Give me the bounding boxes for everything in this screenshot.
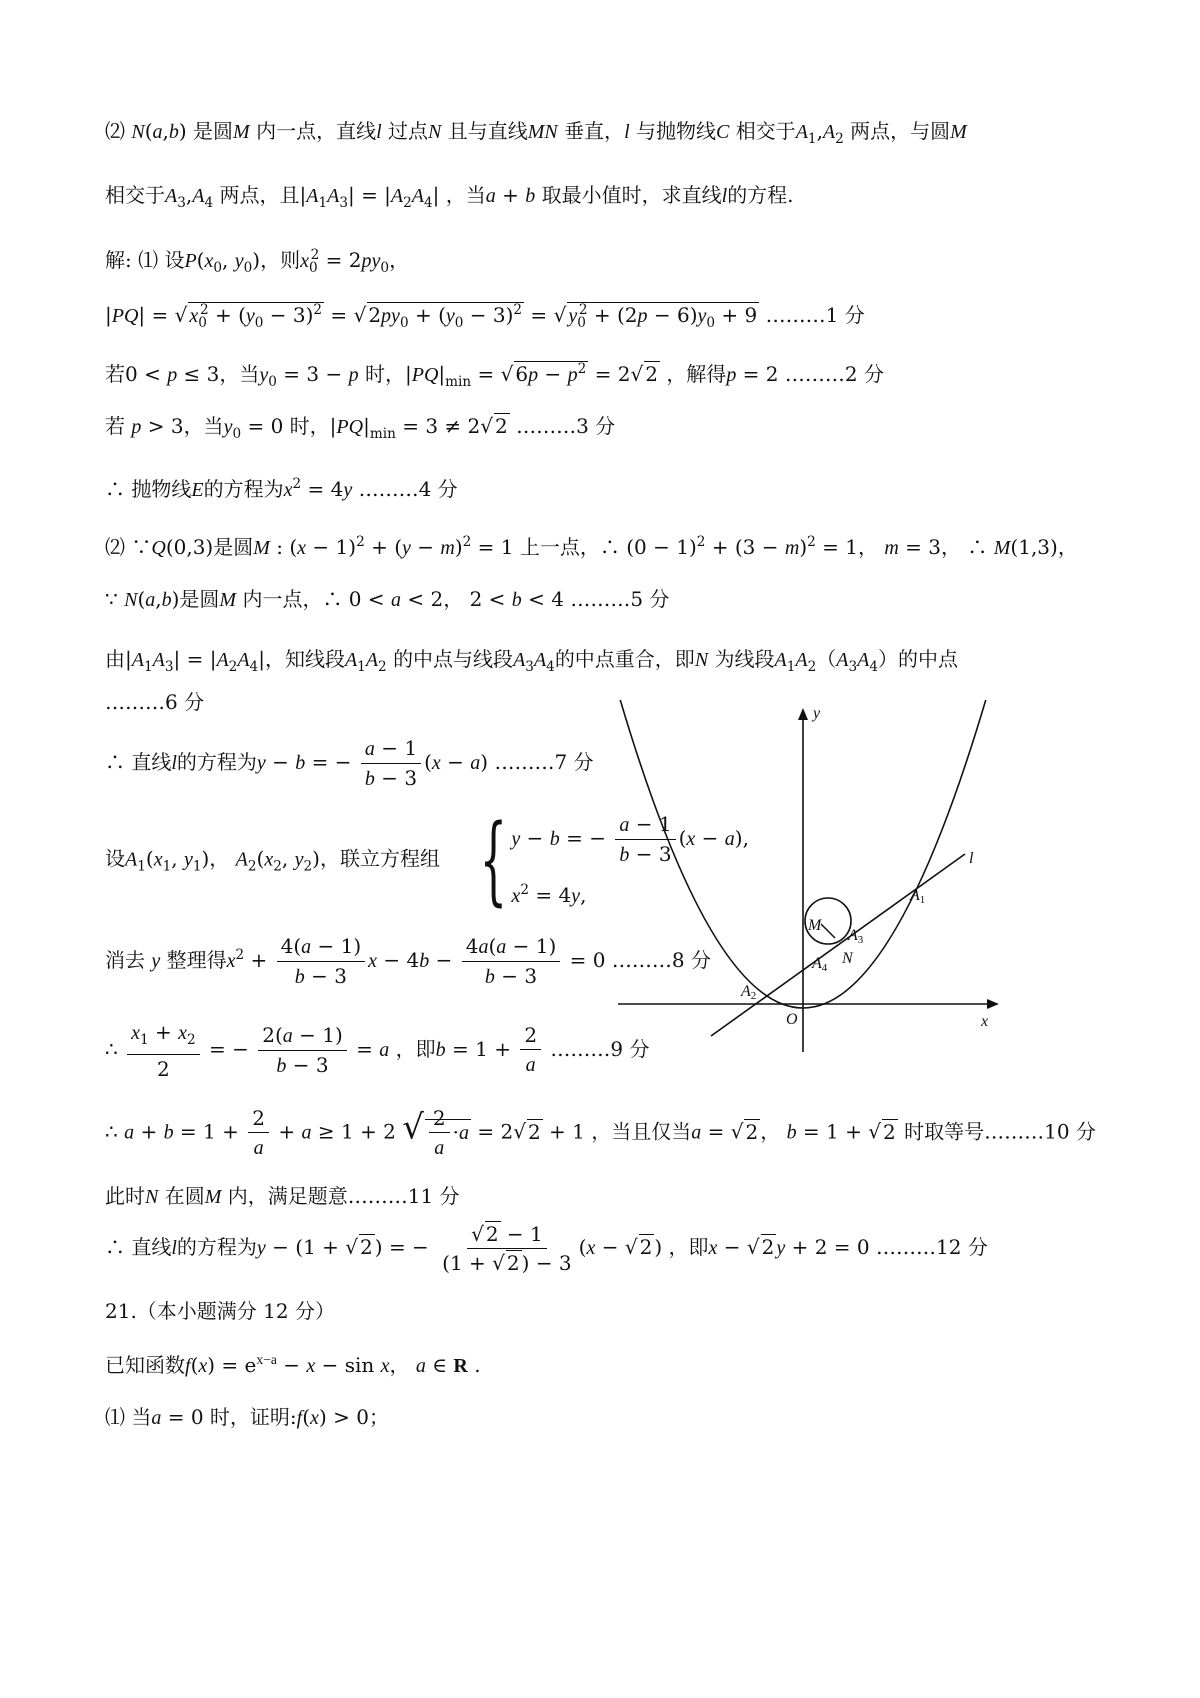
score-6: ………6 分 — [105, 690, 205, 714]
solution-line-eliminate: 消去 y 整理得$x^2$ + $\frac{4(a - 1)}{b - 3}$ x − 4b − $\frac{4a(a - 1)}{b - 3}$ = 0 ………8 分 — [105, 934, 711, 988]
label-a4: A4 — [812, 955, 828, 974]
label-x: x — [981, 1013, 989, 1030]
solution-line-midpoint: 由$|A_1A_3| = |A_2A_4|$，知线段$A_1A_2$ 的中点与线段$A_3A_4$的中点重合，即N 为线段$A_1A_2(A_3A_4)$的中点 — [105, 647, 959, 675]
solution-line-inside: ∵ N(a,b)是圆M 内一点，∴ 0 < a < 2， 2 < b < 4 ………5 分 — [105, 587, 670, 611]
label-n: N — [842, 950, 853, 967]
label-m: M — [808, 917, 822, 934]
solution-line-part2: ⑵ ∵Q(0,3)是圆M : $(x - 1)^2 + (y - m)^2 = 1$ 上一点，∴ $(0 - 1)^2 + (3 - m)^2 = 1$， m = 3， ∴ M(1,3)， — [105, 534, 1078, 560]
solution-line-case1: 若0 < p ≤ 3，当$y_0 = 3 - p$ 时，$|PQ|_{min}$ = √ $6p - p^2 = 2√$ 2 ，解得p = 2 ………2 分 — [105, 361, 884, 390]
solution-line-line-eq: ∴ 直线l的方程为y − b = − $\frac{a - 1}{b - 3}$ (x − a) ………7 分 — [105, 736, 594, 790]
segment-mn — [821, 924, 835, 938]
solution-line-check: 此时N 在圆M 内，满足题意………11 分 — [105, 1184, 460, 1208]
solution-line-1: 解: ⑴ 设$P(x_0$, $y_0$)，则$x_0^2 = 2py_0$， — [105, 247, 410, 276]
solution-line-parabola: ∴ 抛物线E的方程为$x^2 = 4y$ ………4 分 — [105, 476, 458, 502]
solution-line-pq: |PQ| = √ $x_0^2 + (y_0 - 3)^2$ = √ $2py_0 + (y_0 - 3)^2$ = √ $y_0^2 + (2p - 6)y_0 + 9$ ………1 分 — [105, 302, 865, 331]
y-axis-arrow — [798, 708, 808, 720]
label-l: l — [969, 850, 974, 867]
label-y: y — [813, 705, 821, 722]
question-21-part1: ⑴ 当a = 0 时，证明:f(x) > 0； — [105, 1405, 389, 1429]
line-l — [711, 854, 965, 1036]
solution-line-system: 设$A_1(x_1$, $y_1$)， $A_2(x_2$, $y_2$)，联立方程组 { y − b = − $\frac{a - 1}{b - 3}$ (x − a), $x^2 = 4y$, — [105, 804, 749, 916]
solution-line-midx: ∴ $\frac{x_1 + x_2}{2}$ = − $\frac{2(a - 1)}{b - 3}$ = a ，即b = 1 + $\frac{2}{a}$ ………9 分 — [105, 1020, 650, 1081]
label-a1: A1 — [910, 887, 926, 906]
parabola-curve — [615, 700, 995, 1008]
problem-line-1: ⑵ N(a,b) 是圆M 内一点，直线l 过点N 且与直线MN 垂直，l 与抛物线C 相交于$A_1,A_2$ 两点，与圆M — [105, 119, 967, 147]
question-21-function: 已知函数$f(x) = e^{x-a} - x - \sin x$， a ∈ R . — [105, 1352, 481, 1378]
solution-line-final: ∴ 直线l的方程为y − (1 + √ 2 ) = − $\frac{√ 2 - 1}{(1 + √ 2 ) - 3}$ (x − √ 2 ) ，即x − √ 2 y + 2 = 0 ………12 分 — [105, 1222, 988, 1275]
problem-line-2: 相交于$A_3,A_4$ 两点，且$|A_1A_3| = |A_2A_4|$ ，当a + b 取最小值时，求直线l的方程. — [105, 183, 794, 211]
x-axis-arrow — [987, 999, 999, 1009]
solution-line-amgm: ∴ a + b = 1 + $\frac{2}{a}$ + a ≥ 1 + 2 √ $\frac{2}{a}$ ·a = 2√ 2 + 1 ，当且仅当a = √ 2 ， b = 1 + √ 2 时取等号………10 分 — [105, 1106, 1096, 1159]
parabola-circle-figure — [615, 700, 1005, 1060]
label-a2: A2 — [741, 983, 757, 1002]
question-21-heading: 21.（本小题满分 12 分） — [105, 1299, 335, 1323]
label-origin: O — [786, 1011, 798, 1028]
solution-line-case2: 若 p > 3，当$y_0 = 0$ 时，$|PQ|_{min} = 3 \ne 2√$ 2 ………3 分 — [105, 414, 616, 442]
label-a3: A3 — [848, 927, 864, 946]
